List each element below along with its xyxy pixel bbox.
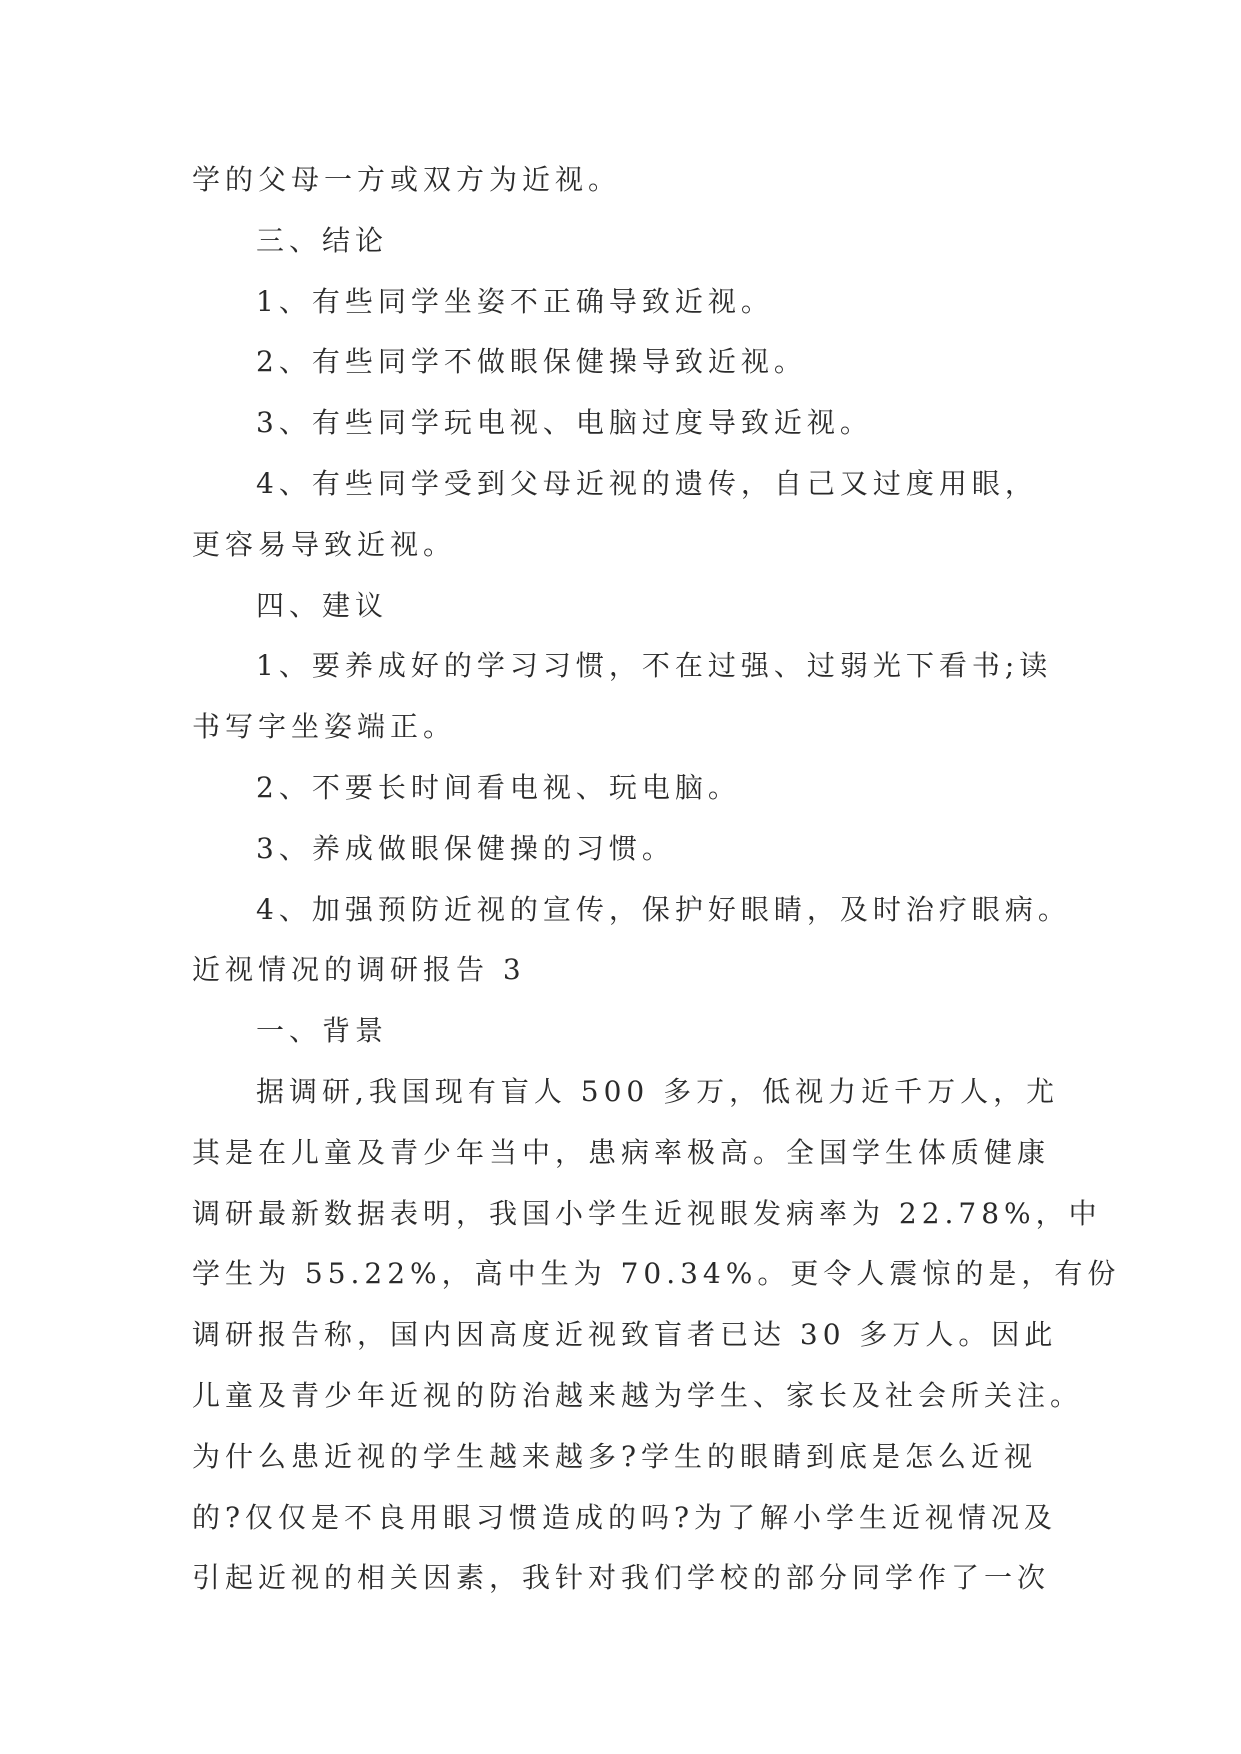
text-line: 为什么患近视的学生越来越多?学生的眼睛到底是怎么近视 [192,1439,1038,1473]
text-line: 1、要养成好的学习习惯，不在过强、过弱光下看书;读 [256,649,1053,683]
document-body [192,150,1121,1609]
text-line: 其是在儿童及青少年当中，患病率极高。全国学生体质健康 [192,1135,1051,1169]
text-line: 学生为 55.22%，高中生为 70.34%。更令人震惊的是，有份 [192,1257,1121,1291]
text-line: 4、加强预防近视的宣传，保护好眼睛，及时治疗眼病。 [256,892,1071,926]
text-line: 近视情况的调研报告 3 [192,953,526,987]
text-line: 的?仅仅是不良用眼习惯造成的吗?为了解小学生近视情况及 [192,1500,1058,1534]
text-line: 调研报告称，国内因高度近视致盲者已达 30 多万人。因此 [192,1318,1058,1352]
text-line: 据调研,我国现有盲人 500 多万，低视力近千万人，尤 [256,1074,1060,1108]
text-line: 儿童及青少年近视的防治越来越为学生、家长及社会所关注。 [192,1378,1084,1412]
text-line: 一、背景 [256,1014,389,1048]
text-line: 1、有些同学坐姿不正确导致近视。 [256,284,774,318]
text-line: 3、有些同学玩电视、电脑过度导致近视。 [256,406,873,440]
text-line: 3、养成做眼保健操的习惯。 [256,831,675,865]
text-line: 三、结论 [256,223,389,257]
text-line: 2、有些同学不做眼保健操导致近视。 [256,345,807,379]
text-line: 书写字坐姿端正。 [192,710,457,744]
text-line: 更容易导致近视。 [192,527,457,561]
text-line: 2、不要长时间看电视、玩电脑。 [256,770,741,804]
text-line: 4、有些同学受到父母近视的遗传，自己又过度用眼， [256,466,1038,500]
text-line: 调研最新数据表明，我国小学生近视眼发病率为 22.78%，中 [192,1196,1102,1230]
text-line: 学的父母一方或双方为近视。 [192,163,622,196]
text-line: 引起近视的相关因素，我针对我们学校的部分同学作了一次 [192,1561,1051,1595]
text-line: 四、建议 [256,588,389,622]
